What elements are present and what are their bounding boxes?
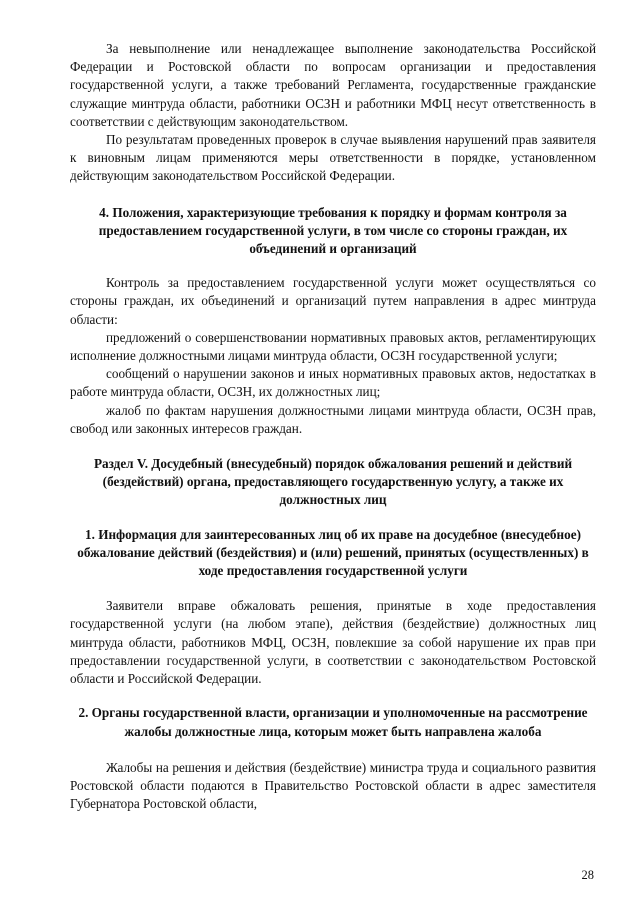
page-number: 28 bbox=[581, 868, 594, 882]
heading-subsection-1: 1. Информация для заинтересованных лиц об их праве на досудебное (внесудебное) обжалование действий (бездействия) и (или) решений, принятых (осуществленных) в ходе предоставления государственной услуги bbox=[77, 526, 589, 579]
paragraph-complaint-submission: Жалобы на решения и действия (бездействие) министра труда и социального развития Ростовской области подаются в Правительство Ростовской области в адрес заместителя Губернатора Ростовской области, bbox=[70, 759, 596, 812]
heading-subsection-2: 2. Органы государственной власти, организации и уполномоченные на рассмотрение жалобы должностные лица, которым может быть направлена жалоба bbox=[78, 705, 588, 739]
paragraph-inspection-results: По результатам проведенных проверок в случае выявления нарушений прав заявителя к виновным лицам применяются меры ответственности в порядке, установленном действующим законодательством Российской Федерации. bbox=[70, 132, 596, 184]
page-body bbox=[70, 40, 596, 813]
paragraph-appeal-right: Заявители вправе обжаловать решения, принятые в ходе предоставления государственной услуги (на любом этапе), действия (бездействие) должностных лиц минтруда области, работников МФЦ, ОСЗН, повлекшие за собой нарушение их прав при предоставлении государственной услуги, в соответствии с законодательством Ростовской области и Российской Федерации. bbox=[70, 598, 596, 687]
paragraph-proposals: предложений о совершенствовании нормативных правовых актов, регламентирующих исполнение должностными лицами минтруда области, ОСЗН государственной услуги; bbox=[70, 329, 596, 364]
paragraph-responsibility: За невыполнение или ненадлежащее выполнение законодательства Российской Федерации и Ростовской области по вопросам организации и предоставления государственной услуги, а также требований Регламента, государственные гражданские служащие минтруда области, работники ОСЗН и работники МФЦ несут ответственность в соответствии с действующим законодательством. bbox=[70, 41, 596, 129]
heading-section-v: Раздел V. Досудебный (внесудебный) порядок обжалования решений и действий (бездействий) органа, предоставляющего государственную услугу, а также их должностных лиц bbox=[93, 456, 573, 508]
paragraph-reports: сообщений о нарушении законов и иных нормативных правовых актов, недостатках в работе минтруда области, ОСЗН, их должностных лиц; bbox=[70, 366, 596, 400]
paragraph-citizen-control: Контроль за предоставлением государственной услуги может осуществляться со стороны граждан, их объединений и организаций путем направления в адрес минтруда области: bbox=[70, 275, 596, 327]
heading-section-4: 4. Положения, характеризующие требования к порядку и формам контроля за предоставлением государственной услуги, в том числе со стороны граждан, их объединений и организаций bbox=[98, 204, 568, 257]
paragraph-complaints: жалоб по фактам нарушения должностными лицами минтруда области, ОСЗН прав, свобод или законных интересов граждан. bbox=[70, 402, 596, 436]
